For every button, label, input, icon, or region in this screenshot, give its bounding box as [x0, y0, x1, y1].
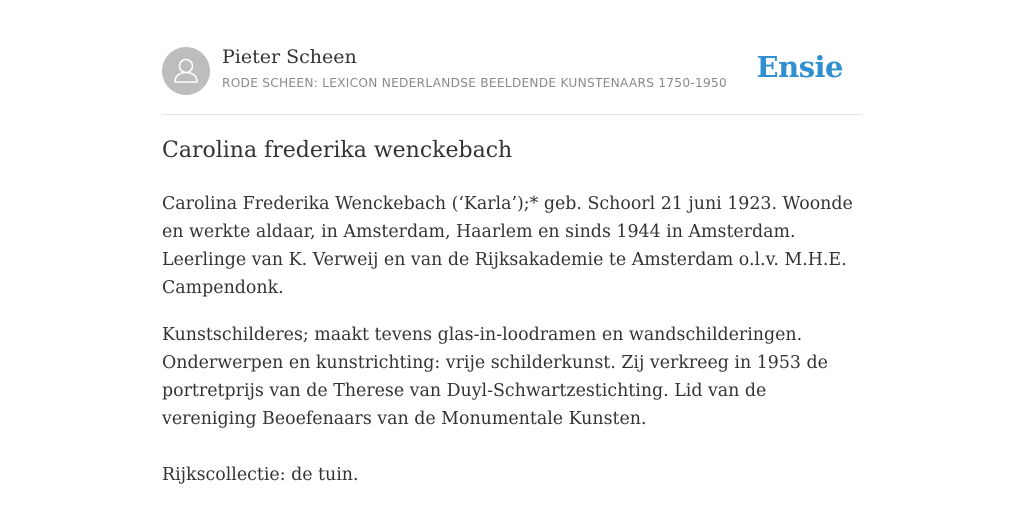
brand-logo[interactable]: Ensie [756, 50, 843, 84]
article-body [162, 190, 862, 489]
article-paragraph: Kunstschilderes; maakt tevens glas-in-loodramen en wandschilderingen. Onderwerpen en kunstrichting: vrije schilderkunst. Zij verkreeg in 1953 de portretprijs van de Therese van Duyl-Schwartzestichting. Lid van de vereniging Beoefenaars van de Monumentale Kunsten. [162, 325, 828, 429]
author-avatar[interactable] [162, 47, 210, 95]
source-title[interactable]: RODE SCHEEN: LEXICON NEDERLANDSE BEELDENDE KUNSTENAARS 1750-1950 [222, 76, 727, 90]
article-card [162, 40, 862, 485]
article-header [162, 40, 862, 115]
article-title: Carolina frederika wenckebach [162, 138, 513, 163]
author-name[interactable]: Pieter Scheen [222, 46, 357, 68]
article-paragraph: Rijkscollectie: de tuin. [162, 465, 359, 485]
article-paragraph: Carolina Frederika Wenckebach (‘Karla’);* geb. Schoorl 21 juni 1923. Woonde en werkte aldaar, in Amsterdam, Haarlem en sinds 1944 in Amsterdam. Leerlinge van K. Verweij en van de Rijksakademie te Amsterdam o.l.v. M.H.E. Campendonk. [162, 194, 853, 298]
user-icon [162, 47, 210, 95]
